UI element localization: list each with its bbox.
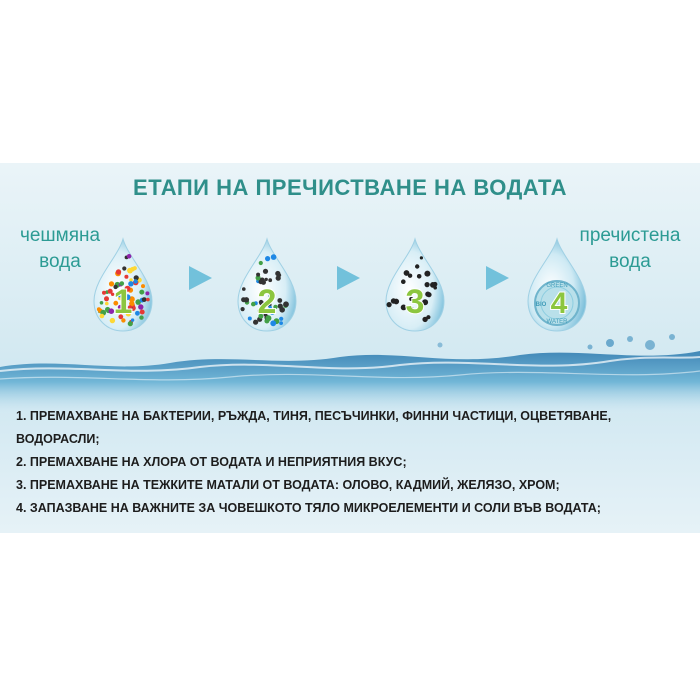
- particle-dot: [433, 282, 438, 287]
- particle-dot: [415, 264, 419, 268]
- water-drop-icon: [88, 235, 158, 335]
- particle-dot: [242, 287, 246, 291]
- particle-dot: [251, 302, 256, 307]
- svg-text:WATER: WATER: [546, 319, 568, 325]
- purification-steps-list: [16, 405, 688, 520]
- purification-banner: [0, 163, 700, 533]
- particle-dot: [265, 256, 270, 261]
- particle-dot: [127, 268, 133, 274]
- particle-dot: [102, 291, 106, 295]
- water-drop-icon: [232, 235, 302, 335]
- list-item: 2. ПРЕМАХВАНЕ НА ХЛОРА ОТ ВОДАТА И НЕПРИЯТНИЯ ВКУС;: [16, 455, 407, 469]
- particle-dot: [268, 278, 272, 282]
- particle-dot: [97, 307, 101, 311]
- particle-dot: [404, 270, 410, 276]
- list-item: 1. ПРЕМАХВАНЕ НА БАКТЕРИИ, РЪЖДА, ТИНЯ, ПЕСЪЧИНКИ, ФИННИ ЧАСТИЦИ, ОЦВЕТЯВАНЕ,: [16, 409, 612, 423]
- particle-dot: [279, 321, 283, 325]
- arrow-right-icon: [482, 263, 512, 293]
- particle-dot: [417, 274, 422, 279]
- list-item: 4. ЗАПАЗВАНЕ НА ВАЖНИТЕ ЗА ЧОВЕШКОТО ТЯЛО МИКРОЕЛЕМЕНТИ И СОЛИ ВЪВ ВОДАТА;: [16, 501, 601, 515]
- list-item: 3. ПРЕМАХВАНЕ НА ТЕЖКИТЕ МАТАЛИ ОТ ВОДАТА: ОЛОВО, КАДМИЙ, ЖЕЛЯЗО, ХРОМ;: [16, 478, 560, 492]
- stage-1-drop: [88, 235, 158, 335]
- svg-text:BIO: BIO: [535, 302, 547, 308]
- arrow-right-icon: [333, 263, 363, 293]
- particle-dot: [116, 269, 121, 274]
- particle-dot: [283, 301, 289, 307]
- list-item: ВОДОРАСЛИ;: [16, 432, 100, 446]
- particle-dot: [279, 317, 283, 321]
- stage-number: 1: [113, 283, 133, 321]
- particle-dot: [145, 291, 149, 295]
- particle-dot: [426, 315, 430, 319]
- particle-dot: [420, 256, 423, 259]
- particle-dot: [127, 254, 132, 259]
- particle-dot: [241, 307, 245, 311]
- particle-dot: [425, 282, 430, 287]
- particle-dot: [100, 314, 105, 319]
- particle-dot: [259, 261, 263, 265]
- particle-dot: [433, 286, 437, 290]
- stage-number: 2: [257, 283, 277, 321]
- tap-water-label: чешмяна вода: [19, 225, 101, 272]
- particle-dot: [276, 276, 281, 281]
- water-drop-icon: [522, 235, 592, 335]
- particle-dot: [271, 254, 277, 260]
- particle-dot: [139, 290, 144, 295]
- stage-number: 4: [550, 287, 568, 320]
- particle-dot: [105, 302, 109, 306]
- particle-dot: [139, 315, 143, 319]
- particle-dot: [279, 307, 285, 313]
- water-wave-graphic: [0, 333, 700, 413]
- particle-dot: [393, 299, 399, 305]
- particle-dot: [142, 297, 147, 302]
- particle-dot: [241, 297, 246, 302]
- particle-dot: [424, 271, 430, 277]
- particle-dot: [270, 320, 276, 326]
- particle-dot: [146, 298, 150, 302]
- arrow-right-icon: [185, 263, 215, 293]
- particle-dot: [128, 321, 133, 326]
- particle-dot: [141, 284, 145, 288]
- page-title: ЕТАПИ НА ПРЕЧИСТВАНЕ НА ВОДАТА: [133, 175, 567, 200]
- stage-number: 3: [405, 283, 425, 321]
- particle-dot: [387, 302, 392, 307]
- water-drop-icon: [380, 235, 450, 335]
- particle-dot: [122, 266, 126, 270]
- particle-dot: [277, 298, 282, 303]
- particle-dot: [140, 310, 145, 315]
- particle-dot: [135, 311, 140, 316]
- particle-dot: [104, 296, 109, 301]
- particle-dot: [426, 292, 431, 297]
- particle-dot: [138, 304, 143, 309]
- purified-water-label: пречистена вода: [579, 225, 681, 272]
- stage-2-drop: [232, 235, 302, 335]
- particle-dot: [124, 275, 128, 279]
- particle-dot: [256, 273, 260, 277]
- particle-dot: [248, 317, 252, 321]
- particle-dot: [134, 279, 138, 283]
- particle-dot: [100, 301, 104, 305]
- svg-text:GREEN: GREEN: [546, 283, 568, 289]
- stage-4-drop: [522, 235, 592, 335]
- stage-3-drop: [380, 235, 450, 335]
- particle-dot: [263, 269, 268, 274]
